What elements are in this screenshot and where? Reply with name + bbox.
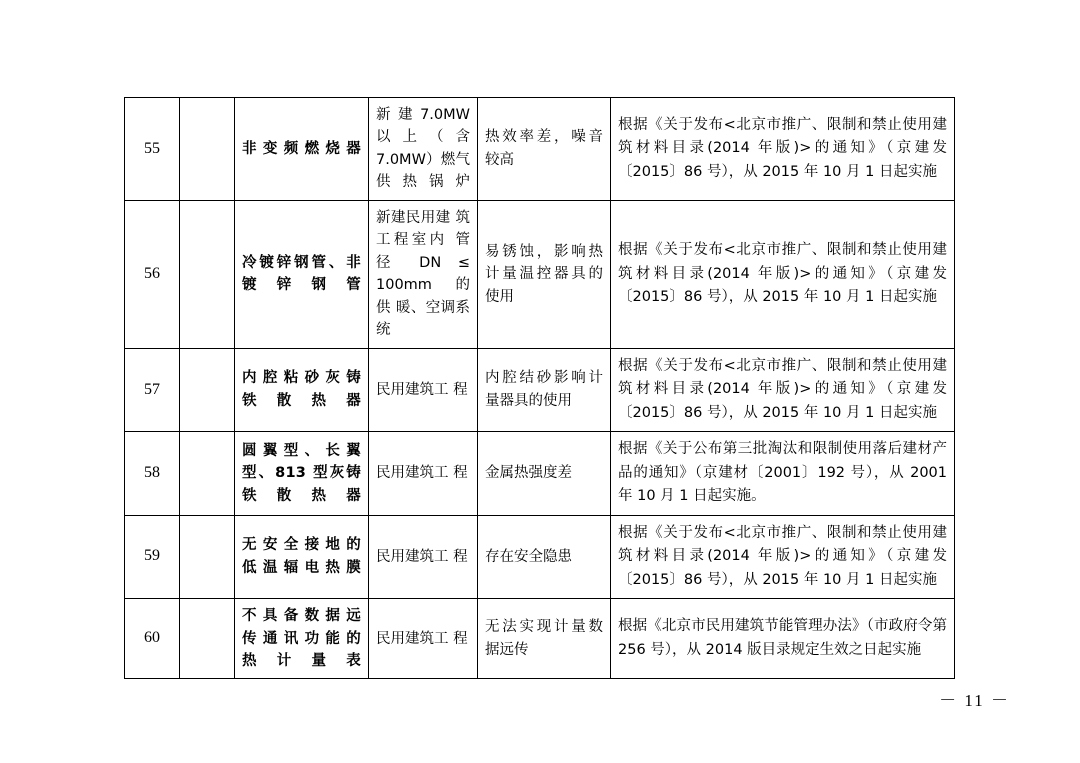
text-line: 民用建筑工 <box>376 381 449 398</box>
text-line: 据远传 <box>485 641 529 658</box>
text-line: 内腔结砂影响计 <box>485 370 603 387</box>
table-row <box>125 432 955 515</box>
text-line: 程 <box>453 381 468 398</box>
row-material-name <box>235 515 369 598</box>
row-reason <box>478 515 611 598</box>
table-row <box>125 200 955 348</box>
row-material-name <box>235 432 369 515</box>
row-basis: 根据《关于发布<北京市推广、限制和禁止使用建筑材料目录(2014 年版)>的通知》（京建发〔2015〕86 号），从 2015 年 10 月 1 日起实施 <box>611 348 955 431</box>
row-number: 55 <box>125 98 180 201</box>
row-number: 56 <box>125 200 180 348</box>
text-line: 金属热强度差 <box>485 465 572 482</box>
text-line: 传通讯功能的 <box>242 630 361 647</box>
prohibited-materials-table <box>124 97 955 679</box>
row-basis: 根据《关于发布<北京市推广、限制和禁止使用建筑材料目录(2014 年版)>的通知》（京建发〔2015〕86 号），从 2015 年 10 月 1 日起实施 <box>611 200 955 348</box>
text-line: 低温辐电热膜 <box>242 559 361 576</box>
text-line: 存在安全隐患 <box>485 548 572 565</box>
row-scope <box>369 348 478 431</box>
text-line: 计量温控器具的 <box>485 266 603 283</box>
text-line: 铁散热器 <box>242 392 361 409</box>
text-line: 镀锌钢管 <box>242 277 361 294</box>
table-row <box>125 98 955 201</box>
row-category-cell <box>180 98 235 201</box>
text-line: 暖、空调系统 <box>376 299 471 339</box>
row-scope <box>369 432 478 515</box>
text-line: 冷镀锌钢管、非 <box>242 254 361 271</box>
row-scope <box>369 200 478 348</box>
text-line: 程 <box>453 630 468 647</box>
row-material-name <box>235 599 369 679</box>
text-line: 较高 <box>485 151 514 168</box>
text-line: 新 建 7.0MW <box>376 107 470 123</box>
row-material-name <box>235 348 369 431</box>
row-category-cell <box>180 348 235 431</box>
text-line: 不 具 备 数 据 远 <box>242 608 361 625</box>
text-line: 程 <box>453 548 468 565</box>
row-number: 60 <box>125 599 180 679</box>
text-line: 民用建筑工 <box>376 548 449 565</box>
row-scope <box>369 599 478 679</box>
row-basis: 根据《关于公布第三批淘汰和限制使用落后建材产品的通知》（京建材〔2001〕192 号），从 2001 年 10 月 1 日起实施。 <box>611 432 955 515</box>
text-line: 100mm 的 供 <box>376 277 470 316</box>
text-line: 7.0MW）燃气 <box>376 151 470 168</box>
text-line: 民用建筑工 <box>376 630 449 647</box>
text-line: 铁散热器 <box>242 487 361 504</box>
row-reason <box>478 432 611 515</box>
table-row <box>125 348 955 431</box>
row-reason <box>478 348 611 431</box>
row-reason <box>478 200 611 348</box>
text-line: 程 <box>453 465 468 482</box>
row-basis: 根据《北京市民用建筑节能管理办法》（市政府令第 256 号），从 2014 版目录规定生效之日起实施 <box>611 599 955 679</box>
text-line: 热效率差，噪音 <box>485 129 603 146</box>
row-category-cell <box>180 515 235 598</box>
row-category-cell <box>180 599 235 679</box>
row-material-name <box>235 98 369 201</box>
text-line: 无 安 全 接 地 的 <box>242 537 361 554</box>
row-category-cell <box>180 200 235 348</box>
text-line: 热计量表 <box>242 652 361 669</box>
table-row <box>125 599 955 679</box>
text-line: 非变频燃烧器 <box>242 140 361 157</box>
text-line: 管 径 DN ≤ <box>376 232 471 271</box>
row-basis: 根据《关于发布<北京市推广、限制和禁止使用建筑材料目录(2014 年版)>的通知》（京建发〔2015〕86 号），从 2015 年 10 月 1 日起实施 <box>611 98 955 201</box>
text-line: 无法实现计量数 <box>485 619 603 636</box>
row-reason <box>478 599 611 679</box>
row-scope <box>369 515 478 598</box>
page-number: － 11 － <box>939 691 1010 710</box>
text-line: 筑工程室内 <box>376 209 471 249</box>
row-scope <box>369 98 478 201</box>
row-number: 59 <box>125 515 180 598</box>
text-line: 使用 <box>485 288 514 305</box>
text-line: 内腔粘砂灰铸 <box>242 370 361 387</box>
text-line: 新建民用建 <box>376 209 451 226</box>
text-line: 以 上 （ 含 <box>376 129 470 146</box>
row-reason <box>478 98 611 201</box>
text-line: 型、813 型灰铸 <box>242 465 361 482</box>
row-material-name <box>235 200 369 348</box>
table-row <box>125 515 955 598</box>
text-line: 供热锅炉 <box>376 174 470 191</box>
row-number: 57 <box>125 348 180 431</box>
row-category-cell <box>180 432 235 515</box>
text-line: 易锈蚀，影响热 <box>485 243 603 260</box>
text-line: 圆翼型、长翼 <box>242 442 361 459</box>
row-basis: 根据《关于发布<北京市推广、限制和禁止使用建筑材料目录(2014 年版)>的通知》（京建发〔2015〕86 号），从 2015 年 10 月 1 日起实施 <box>611 515 955 598</box>
row-number: 58 <box>125 432 180 515</box>
text-line: 民用建筑工 <box>376 465 449 482</box>
text-line: 量器具的使用 <box>485 392 572 409</box>
